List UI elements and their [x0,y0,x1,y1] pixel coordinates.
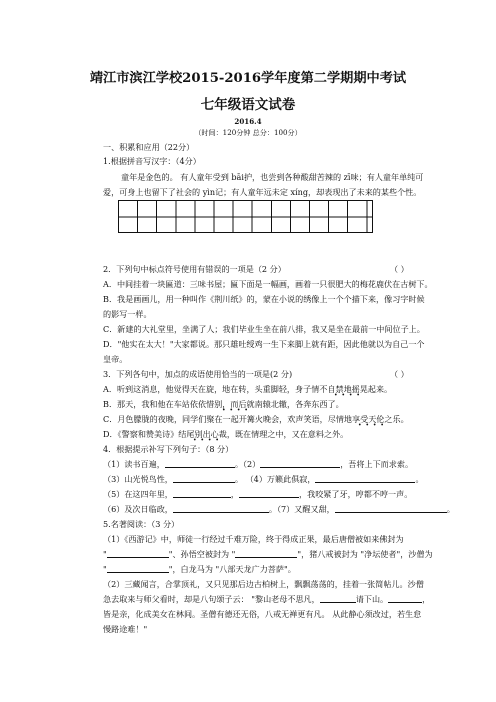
q4-prompt: ， [230,489,240,499]
answer-blank[interactable] [173,504,269,513]
q3-option-d: D．《警察和赞美诗》结尾别出心裁，既在情理之中，又在意料之外。 [103,429,349,439]
answer-blank[interactable] [320,594,356,603]
answer-blank[interactable] [335,504,447,513]
exam-date: 2016.4 [234,117,262,126]
emphasis-dots: • • • • [193,437,220,444]
answer-blank[interactable] [173,474,235,483]
q4-prompt: （6）及次日临政， [103,504,173,514]
answer-grid[interactable] [118,200,373,233]
q5-text: 请下山。 [355,594,389,604]
q3-option-b: B．那天，我和他在车站依依惜别，而后就南辕北辙，各奔东西了。 [103,399,344,409]
answer-blank[interactable] [388,594,422,603]
q2-option-d-line2: 皇帝。 [103,354,128,364]
q4-prompt: 。（7）又醒又甜， [268,504,335,514]
q2-option-d-line1: D．"他实在太大！"大家都说。那只雄吐绶鸡一生下来脚上就有距，因此他就以为自己一个 [103,339,425,349]
q2-option-b-line1: B．我是画画儿，用一种叫作《荆川纸》的，蒙在小说的绣像上一个个描下来，像习字时候 [103,294,425,304]
q4-row4 [103,504,455,515]
q5-part2-line2 [103,594,430,605]
q4-prompt: 。 （4）万籁此俱寂， [234,474,316,484]
q3-option-a: A．听到这消息，他觉得天在旋，地在转，头重脚轻，身子情不自禁地摇晃起来。 [103,384,393,394]
q4-prompt: （1）读书百遍， [103,459,165,469]
q5-part2-line1: （2）三藏闻言，合掌顶礼，又只见那后边古柏树上，飘飘荡荡的，挂着一张简帖儿。沙僧 [103,579,424,589]
q4-prompt: 。 [415,474,424,484]
q1-text-line2: 爱，可身上也留下了社会的 yìn记；有人童年远未定 xíng，却表现出了未来的某些个性。 [103,187,422,197]
answer-blank[interactable] [107,549,169,558]
emphasis-dots: • • • • [334,392,361,399]
q4-prompt: （5）在这四年里， [103,489,173,499]
q4-prompt: 。 [446,504,455,514]
school-exam-title: 靖江市滨江学校2015-2016学年度第二学期期中考试 [89,71,407,86]
answer-blank[interactable] [107,564,169,573]
q5-part2-line3: 皆是亲，化成美女在林间。圣僧有德还无俗，八戒无禅更有凡。 从此静心须改过，若生怠 [103,609,422,619]
section-heading: 一、积累和应用（22分） [103,142,195,152]
exam-info: （时间：120分钟 总分：100分） [194,128,302,137]
q4-row2 [103,474,424,485]
q4-prompt: ，我咬紧了牙，哼都不哼一声。 [299,489,413,499]
q3-answer-paren[interactable]: （ ） [390,369,409,379]
q1-text-line1: 童年是金色的。 有人童年受到 bāi护，也尝到各种酸甜苦辣的 zī味；有人童年单纯可 [121,172,424,182]
q2-answer-paren[interactable]: （ ） [390,264,409,274]
exam-paper-title: 七年级语文试卷 [200,97,296,113]
q5-text: "，猪八戒被封为 "净坛使者"，沙僧为 [297,549,433,559]
q5-text: "，白龙马为 "八部天龙广力菩萨"。 [168,564,296,574]
q5-part2-line4: 慢路途难！" [103,624,148,634]
q3-stem: 3．下列各句中，加点的成语使用恰当的一项是(2 分) [103,369,293,379]
q5-part1-line3 [103,564,296,575]
answer-blank[interactable] [260,459,340,468]
q4-row3 [103,489,412,500]
q4-prompt: （3）山光悦鸟性， [103,474,173,484]
q5-part1-line2 [103,549,433,560]
answer-blank[interactable] [239,489,299,498]
answer-blank[interactable] [315,474,415,483]
quote-mark: " [103,564,107,574]
q2-option-c: C．新建的大礼堂里，坐满了人；我们毕业生坐在前八排，我又是坐在最前一中间位子上。 [103,324,425,334]
answer-blank[interactable] [173,489,231,498]
q4-row1 [103,459,413,470]
q1-label: 1.根据拼音写汉字：（4分） [103,156,201,166]
q5-text: ， [422,594,431,604]
q4-prompt: 。（2） [234,459,261,469]
quote-mark: " [103,549,107,559]
answer-blank[interactable] [235,549,297,558]
q5-text: "、孙悟空被封为 " [168,549,236,559]
q2-option-b-line2: 的影写一样。 [103,309,152,319]
q3-option-c: C．月色朦胧的夜晚，同学们聚在一起开篝火晚会，欢声笑语，尽情地享受天伦之乐。 [103,414,409,424]
q5-part1-line1: （1）《西游记》中，师徒一行经过千难万险，终于得成正果，最后唐僧被如来佛封为 [103,534,404,544]
q2-option-a: A．中间挂着一块匾道：三味书屋；匾下面是一幅画，画着一只很肥大的梅花鹿伏在古树下。 [103,279,433,289]
answer-blank[interactable] [165,459,235,468]
q5-text: 急去取来与师父看时，却是八句颂子云： "黎山老母不思凡， [103,594,320,604]
q2-stem: 2．下列句中标点符号使用有错误的一项是（2 分） [103,264,286,274]
emphasis-dots: • • • • [358,422,385,429]
q5-label: 5.名著阅读：（3 分） [103,519,180,529]
emphasis-dots: • • • • [222,407,249,414]
q4-prompt: ，吾将上下而求索。 [340,459,414,469]
q4-label: 4．根据提示补写下列句子：（8 分） [103,444,234,454]
